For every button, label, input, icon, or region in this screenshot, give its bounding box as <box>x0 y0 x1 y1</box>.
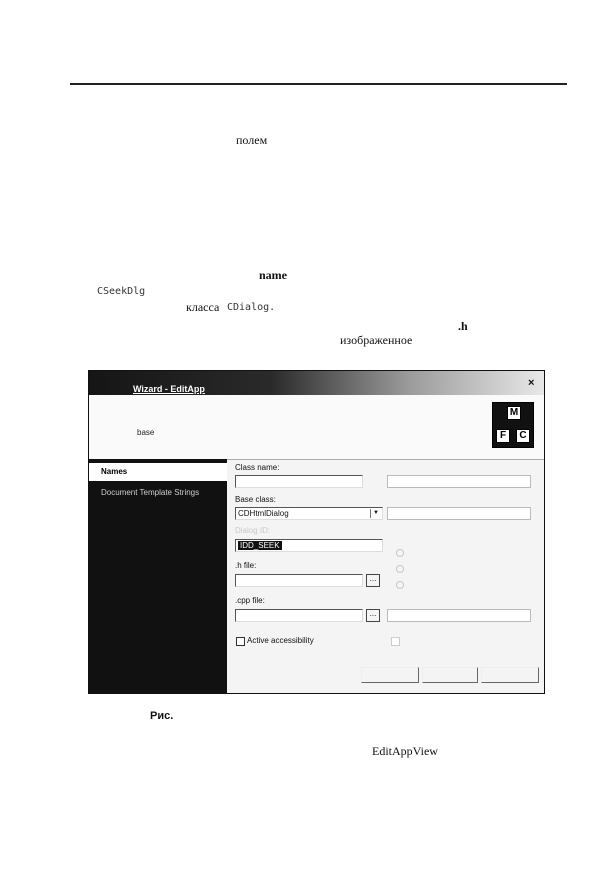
base-class-value: CDHtmlDialog <box>238 509 289 518</box>
dialog-id-field[interactable] <box>235 539 383 552</box>
h-file-browse-button[interactable]: ... <box>366 574 380 587</box>
text-cseekdlg: CSeekDlg <box>97 286 146 297</box>
logo-letter-m: M <box>507 406 521 420</box>
radio-option-3 <box>396 581 404 589</box>
header-text: base <box>137 428 155 437</box>
dialog-header <box>89 395 544 460</box>
base-class-label: Base class: <box>235 495 276 504</box>
figure-caption: Рис. <box>150 710 174 722</box>
radio-option-2 <box>396 565 404 573</box>
right-input-1 <box>387 475 531 488</box>
dialog-sidebar <box>89 459 227 694</box>
logo-letter-c: C <box>516 429 530 443</box>
class-name-input[interactable] <box>235 475 363 488</box>
base-class-select[interactable] <box>235 507 383 520</box>
dialog-titlebar <box>89 371 544 395</box>
dialog-title: Wizard - EditApp <box>133 384 205 394</box>
dialog-id-label: Dialog ID: <box>235 526 271 535</box>
right-input-2 <box>387 507 531 520</box>
dialog-button-3[interactable] <box>481 667 539 683</box>
text-cdialog: CDialog. <box>227 302 276 313</box>
class-name-label: Class name: <box>235 463 280 472</box>
text-editappview: EditAppView <box>372 744 438 758</box>
dialog-button-1[interactable] <box>361 667 419 683</box>
right-checkbox <box>391 637 400 646</box>
radio-option-1 <box>396 549 404 557</box>
h-file-input[interactable] <box>235 574 363 587</box>
dialog-button-2[interactable] <box>422 667 478 683</box>
sidebar-item-names[interactable]: Names <box>89 463 227 481</box>
h-file-label: .h file: <box>235 561 257 570</box>
text-name: name <box>259 268 287 282</box>
mfc-logo-icon <box>492 402 534 448</box>
text-izobrazhennoe: изображенное <box>340 333 413 347</box>
text-polem: полем <box>236 133 268 147</box>
wizard-dialog-screenshot <box>88 370 545 694</box>
active-accessibility-label: Active accessibility <box>247 636 314 645</box>
close-icon[interactable]: × <box>528 377 535 389</box>
active-accessibility-checkbox[interactable] <box>236 637 245 646</box>
right-input-3 <box>387 609 531 622</box>
chevron-down-icon: ▼ <box>370 509 381 518</box>
logo-letter-f: F <box>496 429 510 443</box>
cpp-file-browse-button[interactable]: ... <box>366 609 380 622</box>
sidebar-item-document-template-strings[interactable]: Document Template Strings <box>101 488 200 497</box>
top-rule <box>70 83 567 85</box>
text-klassa: класса <box>186 300 220 314</box>
cpp-file-label: .cpp file: <box>235 596 265 605</box>
text-h: .h <box>458 319 468 333</box>
dialog-id-value: IDD_SEEK <box>240 541 280 550</box>
cpp-file-input[interactable] <box>235 609 363 622</box>
